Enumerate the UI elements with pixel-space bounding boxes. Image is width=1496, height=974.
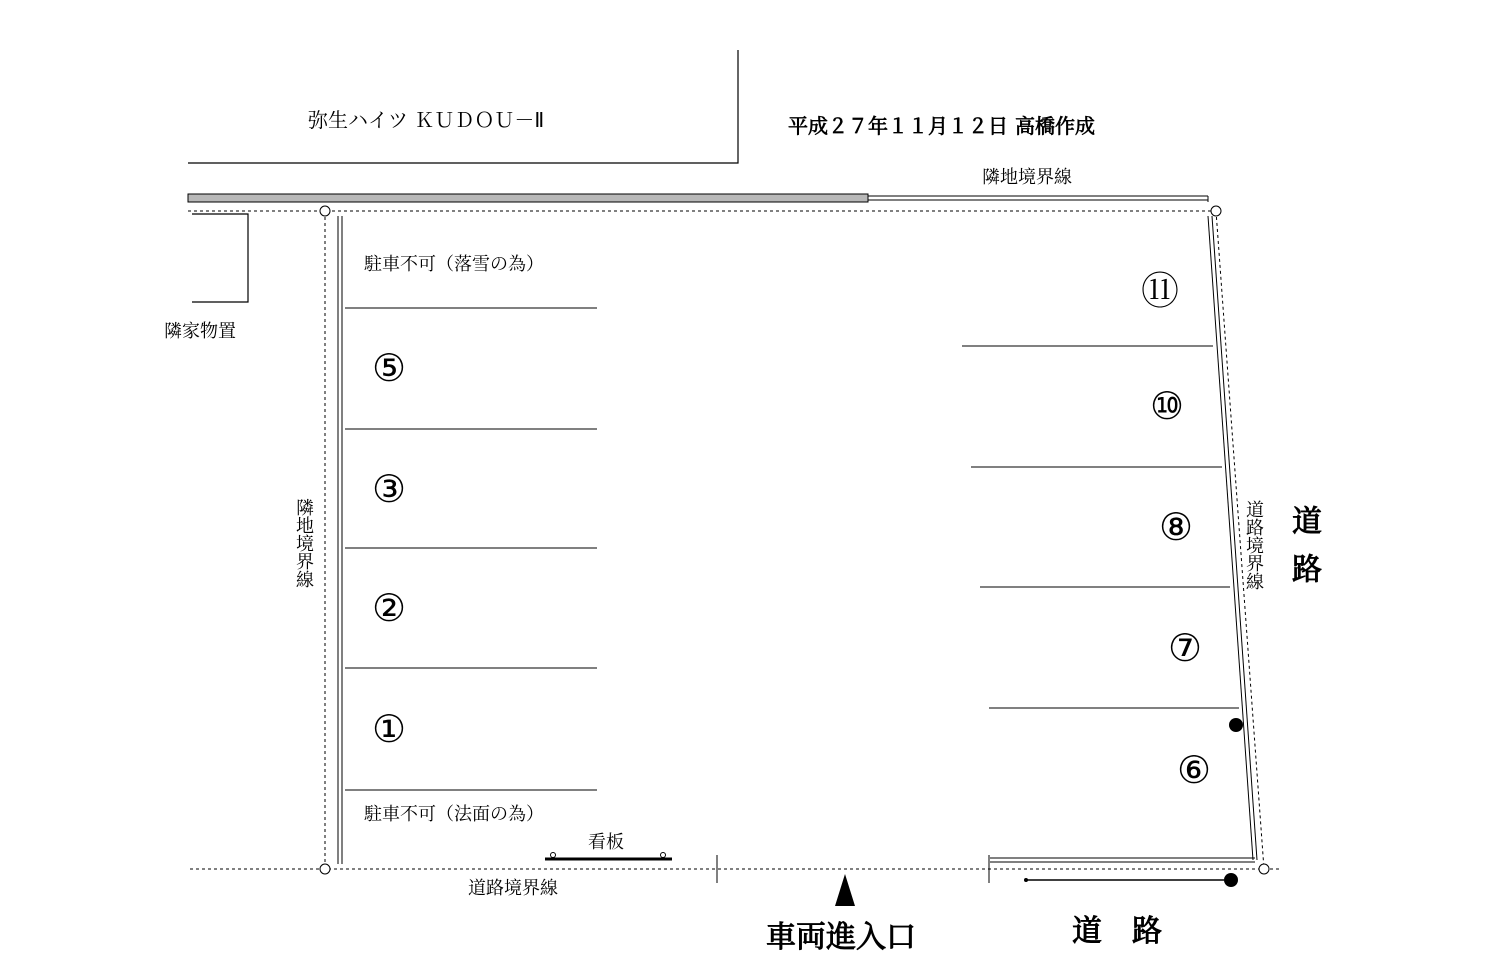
parking-space-number: ⑤ [372, 346, 407, 390]
pole-marker [1224, 873, 1238, 887]
road-edge-end [1024, 878, 1028, 882]
boundary-label-bottom: 道路境界線 [468, 878, 558, 899]
no-parking-bottom-label: 駐車不可（法面の為） [364, 804, 544, 825]
signboard-label: 看板 [588, 832, 624, 853]
date-author: 平成２７年１１月１２日 高橋作成 [788, 114, 1095, 138]
parking-space-number: ⑥ [1177, 748, 1212, 792]
parking-space-number: ① [372, 707, 407, 751]
parking-space-number: ② [372, 586, 407, 630]
signboard-post [661, 853, 666, 858]
entrance-arrow-icon [835, 874, 855, 906]
boundary-label-right: 道路境界線 [1243, 500, 1264, 590]
parking-space-number: ⑩ [1150, 384, 1185, 428]
parking-space-number: ⑦ [1168, 626, 1203, 670]
building-name: 弥生ハイツ ＫＵＤＯＵ－Ⅱ [308, 108, 545, 132]
corner-marker [1259, 864, 1269, 874]
corner-marker [320, 864, 330, 874]
neighbor-shed-label: 隣家物置 [164, 321, 236, 342]
road-label-right: 道路 [1286, 505, 1321, 601]
boundary-label-top: 隣地境界線 [982, 167, 1072, 188]
corner-marker [1211, 206, 1221, 216]
boundary-label-left: 隣地境界線 [293, 498, 314, 588]
neighbor-shed-outline [192, 214, 248, 302]
top-wall [188, 194, 868, 202]
corner-marker [320, 206, 330, 216]
signboard-post [551, 853, 556, 858]
parking-space-number: ③ [372, 467, 407, 511]
parking-space-number: ⑪ [1141, 269, 1180, 313]
no-parking-top-label: 駐車不可（落雪の為） [364, 254, 544, 275]
vehicle-entrance-label: 車両進入口 [766, 920, 916, 955]
pole-marker [1229, 718, 1243, 732]
road-label-bottom: 道 路 [1072, 914, 1162, 949]
neighbor-building-outline [188, 50, 738, 163]
parking-space-number: ⑧ [1159, 505, 1194, 549]
